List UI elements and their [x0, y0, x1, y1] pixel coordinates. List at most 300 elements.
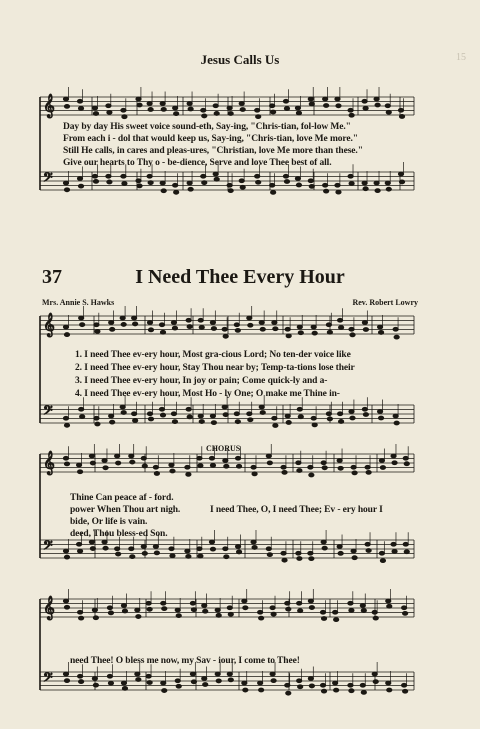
note-head: [186, 407, 191, 411]
note-head: [79, 407, 84, 411]
note-head: [256, 180, 261, 184]
note-head: [284, 107, 289, 111]
note-head: [63, 672, 68, 676]
note-head: [142, 551, 147, 555]
note-head: [63, 549, 68, 553]
note-head: [93, 616, 98, 620]
note-head: [339, 326, 344, 330]
note-head: [270, 672, 275, 676]
note-head: [94, 416, 99, 420]
note-head: [147, 102, 152, 106]
note-head: [136, 615, 141, 619]
note-head: [286, 334, 291, 338]
note-head: [76, 463, 81, 467]
note-head: [402, 683, 407, 687]
note-head: [362, 181, 367, 185]
note-head: [107, 111, 112, 115]
note-head: [107, 674, 112, 678]
note-head: [352, 471, 357, 475]
note-head: [110, 327, 115, 331]
note-head: [188, 107, 193, 111]
note-head: [64, 462, 69, 466]
note-head: [312, 423, 317, 427]
note-head: [297, 407, 302, 411]
note-head: [63, 325, 68, 329]
note-head: [198, 318, 203, 322]
note-head: [309, 684, 314, 688]
note-head: [132, 412, 137, 416]
note-head: [92, 174, 97, 178]
note-head: [185, 465, 190, 469]
note-head: [403, 689, 408, 693]
note-head: [227, 183, 232, 187]
note-head: [334, 688, 339, 692]
note-head: [108, 611, 113, 615]
note-head: [186, 472, 191, 476]
note-head: [374, 97, 379, 101]
note-head: [198, 464, 203, 468]
note-head: [215, 672, 220, 676]
note-head: [216, 613, 221, 617]
note-head: [115, 454, 120, 458]
note-head: [338, 412, 343, 416]
note-head: [334, 618, 339, 622]
note-head: [136, 179, 141, 183]
note-head: [258, 681, 263, 685]
bass-clef-icon: 𝄢: [43, 670, 53, 688]
note-head: [323, 97, 328, 101]
note-head: [308, 97, 313, 101]
note-head: [260, 327, 265, 331]
note-head: [324, 189, 329, 193]
note-head: [270, 104, 275, 108]
note-head: [209, 456, 214, 460]
note-head: [236, 464, 241, 468]
note-head: [333, 681, 338, 685]
note-head: [215, 608, 220, 612]
note-head: [77, 177, 82, 181]
page-number: 15: [456, 52, 466, 63]
note-head: [222, 405, 227, 409]
note-head: [393, 327, 398, 331]
note-head: [135, 608, 140, 612]
note-head: [338, 551, 343, 555]
note-head: [271, 612, 276, 616]
note-head: [148, 417, 153, 421]
note-head: [298, 685, 303, 689]
note-head: [295, 106, 300, 110]
note-head: [210, 321, 215, 325]
note-head: [228, 612, 233, 616]
note-head: [308, 179, 313, 183]
note-head: [216, 679, 221, 683]
note-head: [362, 99, 367, 103]
note-head: [141, 456, 146, 460]
note-head: [173, 183, 178, 187]
note-head: [321, 540, 326, 544]
note-head: [223, 459, 228, 463]
note-head: [338, 466, 343, 470]
note-head: [170, 469, 175, 473]
note-head: [172, 326, 177, 330]
note-head: [160, 330, 165, 334]
note-head: [80, 323, 85, 327]
note-head: [391, 542, 396, 546]
note-head: [349, 113, 354, 117]
note-head: [121, 174, 126, 178]
note-head: [326, 412, 331, 416]
note-head: [363, 328, 368, 332]
note-head: [308, 465, 313, 469]
note-head: [386, 187, 391, 191]
note-head: [252, 472, 257, 476]
note-head: [161, 108, 166, 112]
note-head: [255, 108, 260, 112]
note-head: [266, 454, 271, 458]
note-head: [363, 106, 368, 110]
treble-clef-icon: 𝄞: [43, 93, 55, 117]
note-head: [90, 547, 95, 551]
note-head: [80, 415, 85, 419]
bass-clef-icon: 𝄢: [43, 170, 53, 188]
note-head: [403, 611, 408, 615]
note-head: [308, 599, 313, 603]
note-head: [121, 108, 126, 112]
note-head: [224, 555, 229, 559]
note-head: [203, 683, 208, 687]
note-head: [296, 461, 301, 465]
note-head: [239, 102, 244, 106]
note-head: [272, 321, 277, 325]
note-head: [210, 547, 215, 551]
note-head: [351, 465, 356, 469]
note-head: [227, 672, 232, 676]
note-head: [295, 177, 300, 181]
note-head: [175, 679, 180, 683]
note-head: [171, 321, 176, 325]
note-head: [240, 185, 245, 189]
note-head: [309, 473, 314, 477]
note-head: [321, 689, 326, 693]
note-head: [375, 103, 380, 107]
note-head: [286, 421, 291, 425]
note-head: [260, 411, 265, 415]
note-head: [349, 689, 354, 693]
note-head: [349, 182, 354, 186]
note-head: [348, 174, 353, 178]
note-head: [338, 318, 343, 322]
note-head: [235, 420, 240, 424]
note-head: [296, 111, 301, 115]
note-head: [380, 559, 385, 563]
note-head: [281, 551, 286, 555]
note-head: [94, 323, 99, 327]
note-head: [63, 181, 68, 185]
note-head: [186, 318, 191, 322]
note-head: [121, 681, 126, 685]
note-head: [198, 554, 203, 558]
hymn-36-title: Jesus Calls Us: [200, 52, 280, 67]
note-head: [129, 547, 134, 551]
note-head: [365, 542, 370, 546]
note-head: [122, 115, 127, 119]
note-head: [234, 323, 239, 327]
note-head: [321, 461, 326, 465]
note-head: [360, 604, 365, 608]
note-head: [213, 104, 218, 108]
note-head: [214, 112, 219, 116]
note-head: [285, 601, 290, 605]
note-head: [380, 466, 385, 470]
note-head: [242, 681, 247, 685]
note-head: [311, 325, 316, 329]
treble-clef-icon: 𝄞: [43, 450, 55, 474]
note-head: [172, 420, 177, 424]
note-head: [243, 606, 248, 610]
note-head: [348, 683, 353, 687]
note-head: [392, 461, 397, 465]
note-head: [202, 114, 207, 118]
note-head: [404, 550, 409, 554]
note-head: [326, 323, 331, 327]
note-head: [147, 321, 152, 325]
hymn-37-verse-3-line: 3. I need Thee ev-ery hour, In joy or pain; Come quick-ly and a-: [75, 376, 328, 386]
note-head: [153, 465, 158, 469]
note-head: [148, 181, 153, 185]
note-head: [321, 617, 326, 621]
note-head: [322, 466, 327, 470]
note-head: [298, 331, 303, 335]
note-head: [130, 555, 135, 559]
note-head: [247, 412, 252, 416]
note-head: [92, 608, 97, 612]
note-head: [103, 546, 108, 550]
note-head: [202, 181, 207, 185]
note-head: [161, 601, 166, 605]
note-head: [283, 174, 288, 178]
note-head: [271, 679, 276, 683]
note-head: [93, 112, 98, 116]
note-head: [234, 412, 239, 416]
hymn-37-verse-1-line: 1. I need Thee ev-ery hour, Most gra-cious Lord; No ten-der voice like: [75, 350, 351, 360]
note-head: [121, 604, 126, 608]
hymn-37-verse-4-line: 4. I need Thee ev-ery hour, Most Ho - ly One; O make me Thine in-: [75, 389, 340, 399]
note-head: [160, 102, 165, 106]
note-head: [147, 174, 152, 178]
note-head: [136, 678, 141, 682]
note-head: [224, 464, 229, 468]
note-head: [222, 327, 227, 331]
hymn-37-verse-3-end: bide, Or life is vain.: [70, 517, 148, 527]
note-head: [337, 545, 342, 549]
note-head: [363, 413, 368, 417]
note-head: [308, 677, 313, 681]
note-head: [199, 420, 204, 424]
note-head: [348, 108, 353, 112]
note-head: [64, 679, 69, 683]
treble-clef-icon: 𝄞: [43, 595, 55, 619]
note-head: [349, 327, 354, 331]
note-head: [373, 616, 378, 620]
note-head: [283, 99, 288, 103]
note-head: [327, 330, 332, 334]
note-head: [108, 681, 113, 685]
note-head: [214, 177, 219, 181]
note-head: [191, 680, 196, 684]
note-head: [348, 601, 353, 605]
note-head: [227, 606, 232, 610]
hymn-36-lyric-line-4: Give our hearts to Thy o - be-dience, Serve and love Thee best of all.: [63, 158, 332, 168]
note-head: [335, 183, 340, 187]
note-head: [133, 419, 138, 423]
note-head: [285, 683, 290, 687]
note-head: [286, 607, 291, 611]
note-head: [286, 691, 291, 695]
note-head: [399, 180, 404, 184]
note-head: [148, 108, 153, 112]
note-head: [296, 551, 301, 555]
chorus-lyric-line-1: I need Thee, O, I need Thee; Ev - ery hour I: [210, 505, 383, 515]
note-head: [399, 115, 404, 119]
note-head: [385, 181, 390, 185]
note-head: [273, 424, 278, 428]
note-head: [201, 108, 206, 112]
note-head: [336, 190, 341, 194]
note-head: [92, 677, 97, 681]
note-head: [365, 465, 370, 469]
note-head: [258, 610, 263, 614]
note-head: [213, 172, 218, 176]
note-head: [385, 104, 390, 108]
note-head: [223, 413, 228, 417]
note-head: [198, 414, 203, 418]
note-head: [78, 106, 83, 110]
note-head: [187, 102, 192, 106]
note-head: [202, 677, 207, 681]
note-head: [398, 172, 403, 176]
note-head: [147, 607, 152, 611]
note-head: [92, 106, 97, 110]
chorus-label: CHORUS: [206, 444, 241, 453]
note-head: [63, 97, 68, 101]
note-head: [386, 681, 391, 685]
note-head: [402, 606, 407, 610]
note-head: [159, 323, 164, 327]
note-head: [173, 106, 178, 110]
hymn-37-number: 37: [42, 266, 62, 288]
note-head: [297, 601, 302, 605]
hymn-36-lyric-line-1: Day by day His sweet voice sound-eth, Say-ing, "Chris-tian, fol-low Me.": [63, 122, 351, 132]
note-head: [248, 418, 253, 422]
note-head: [64, 104, 69, 108]
note-head: [77, 99, 82, 103]
note-head: [266, 547, 271, 551]
note-head: [309, 184, 314, 188]
note-head: [327, 417, 332, 421]
note-head: [335, 97, 340, 101]
note-head: [298, 609, 303, 613]
note-head: [235, 456, 240, 460]
note-head: [187, 181, 192, 185]
note-head: [393, 414, 398, 418]
hymn-36-lyric-line-3: Still He calls, in cares and pleas-ures, "Christian, love Me more than these.": [63, 146, 363, 156]
note-head: [308, 551, 313, 555]
note-head: [136, 97, 141, 101]
note-head: [228, 678, 233, 682]
note-head: [170, 554, 175, 558]
hymn-37-composer: Rev. Robert Lowry: [352, 298, 418, 307]
note-head: [267, 461, 272, 465]
note-head: [202, 604, 207, 608]
note-head: [285, 327, 290, 331]
note-head: [79, 680, 84, 684]
note-head: [148, 328, 153, 332]
note-head: [320, 610, 325, 614]
note-head: [109, 321, 114, 325]
note-head: [235, 329, 240, 333]
note-head: [333, 610, 338, 614]
note-head: [251, 540, 256, 544]
note-head: [186, 554, 191, 558]
note-head: [236, 550, 241, 554]
note-head: [116, 461, 121, 465]
note-head: [210, 463, 215, 467]
note-head: [63, 416, 68, 420]
note-head: [336, 104, 341, 108]
note-head: [190, 672, 195, 676]
note-head: [309, 102, 314, 106]
note-head: [209, 540, 214, 544]
note-head: [154, 551, 159, 555]
note-head: [63, 599, 68, 603]
note-head: [223, 547, 228, 551]
note-head: [79, 316, 84, 320]
note-head: [109, 414, 114, 418]
note-head: [203, 609, 208, 613]
note-head: [379, 459, 384, 463]
note-head: [239, 179, 244, 183]
note-head: [160, 181, 165, 185]
note-head: [247, 316, 252, 320]
note-head: [159, 407, 164, 411]
note-head: [106, 174, 111, 178]
note-head: [377, 410, 382, 414]
note-head: [106, 104, 111, 108]
note-head: [235, 545, 240, 549]
note-head: [169, 547, 174, 551]
bass-clef-icon: 𝄢: [43, 403, 53, 421]
note-head: [267, 553, 272, 557]
note-head: [252, 546, 257, 550]
hymn-37-author: Mrs. Annie S. Hawks: [42, 298, 115, 307]
note-head: [387, 688, 392, 692]
note-head: [122, 182, 127, 186]
note-head: [375, 189, 380, 193]
note-head: [251, 465, 256, 469]
note-head: [95, 330, 100, 334]
note-head: [240, 108, 245, 112]
note-head: [161, 681, 166, 685]
note-head: [115, 547, 120, 551]
note-head: [174, 190, 179, 194]
note-head: [228, 189, 233, 193]
chorus-lyric-line-2: need Thee! O bless me now, my Sav - iour, I come to Thee!: [70, 656, 300, 666]
note-head: [378, 416, 383, 420]
note-head: [190, 601, 195, 605]
note-head: [403, 542, 408, 546]
note-head: [298, 415, 303, 419]
note-head: [386, 110, 391, 114]
